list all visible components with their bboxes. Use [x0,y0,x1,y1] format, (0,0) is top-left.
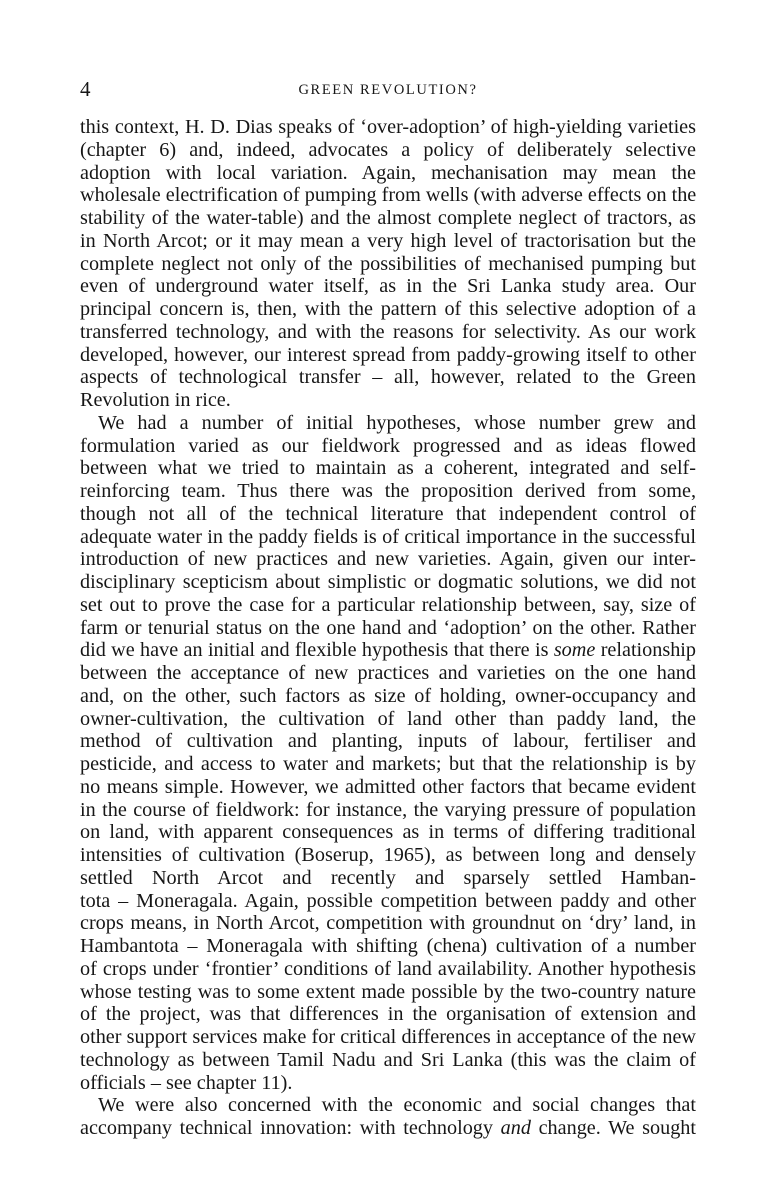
text-line: technology as between Tamil Nadu and Sri Lanka (this was the claim of [80,1048,696,1071]
text-line: developed, however, our interest spread from paddy-growing itself to other [80,343,696,366]
text-line: We were also concerned with the economic and social changes that [98,1094,696,1117]
text-line: even of underground water itself, as in the Sri Lanka study area. Our [80,275,696,298]
emphasis-some: some [553,639,596,662]
text-line: though not all of the technical literature that independent control of [80,502,696,525]
text-line: in the course of fieldwork: for instance, the varying pressure of population [80,798,696,821]
body-text [80,116,696,1140]
text-line: no means simple. However, we admitted other factors that became evident [80,775,696,798]
text-line: method of cultivation and planting, inputs of labour, fertiliser and [80,730,696,753]
text-fragment: relationship [595,639,696,662]
text-line: principal concern is, then, with the pattern of this selective adoption of a [80,298,696,320]
text-line: complete neglect not only of the possibilities of mechanised pumping but [80,252,696,275]
text-line: Hambantota – Moneragala with shifting (chena) cultivation of a number [80,935,696,957]
text-line: whose testing was to some extent made possible by the two-country nature [80,980,696,1003]
text-line: owner-cultivation, the cultivation of land other than paddy land, the [80,707,696,730]
text-line: adequate water in the paddy fields is of critical importance in the successful [80,525,696,548]
text-line: farm or tenurial status on the one hand and ‘adoption’ on the other. Rather [80,616,696,639]
text-line: of crops under ‘frontier’ conditions of land availability. Another hypothesis [80,957,696,980]
text-line: and, on the other, such factors as size of holding, owner-occupancy and [80,684,696,707]
text-line: disciplinary scepticism about simplistic or dogmatic solutions, we did not [80,571,696,593]
text-line: other support services make for critical differences in acceptance of the new [80,1026,696,1048]
text-line: stability of the water-table) and the almost complete neglect of tractors, as [80,207,696,229]
text-line: introduction of new practices and new varieties. Again, given our inter- [80,548,696,571]
text-line: aspects of technological transfer – all, however, related to the Green [80,366,696,389]
text-line: tota – Moneragala. Again, possible competition between paddy and other [80,889,696,912]
text-line: settled North Arcot and recently and sparsely settled Hamban- [80,866,696,889]
text-line: of the project, was that differences in the organisation of extension and [80,1003,696,1026]
text-line: officials – see chapter 11). [80,1071,293,1094]
text-line: set out to prove the case for a particular relationship between, say, size of [80,593,696,616]
text-line-with-emphasis [80,1117,696,1140]
text-line: Revolution in rice. [80,389,231,411]
text-line: pesticide, and access to water and markets; but that the relationship is by [80,753,696,775]
text-line: wholesale electrification of pumping from wells (with adverse effects on the [80,184,697,207]
text-line: We had a number of initial hypotheses, whose number grew and [98,411,696,434]
text-line: intensities of cultivation (Boserup, 1965), as between long and densely [80,844,696,866]
text-fragment: accompany technical innovation: with technology [80,1117,501,1139]
page-header [80,76,696,102]
page-number: 4 [80,77,91,101]
text-line: crops means, in North Arcot, competition with groundnut on ‘dry’ land, in [80,912,696,935]
text-line: (chapter 6) and, indeed, advocates a policy of deliberately selective [80,138,696,161]
text-line: on land, with apparent consequences as in terms of differing traditional [80,821,696,844]
text-line: between what we tried to maintain as a coherent, integrated and self- [80,457,696,480]
emphasis-and: and [500,1117,531,1139]
text-line-with-emphasis [80,639,696,662]
text-line: transferred technology, and with the reasons for selectivity. As our work [80,320,696,343]
text-line: reinforcing team. Thus there was the proposition derived from some, [80,480,696,502]
running-head: GREEN REVOLUTION? [298,82,478,98]
text-line: between the acceptance of new practices and varieties on the one hand [80,662,696,684]
text-fragment: change. We sought [530,1117,696,1139]
text-fragment: did we have an initial and flexible hypothesis that there is [80,639,554,662]
text-line: in North Arcot; or it may mean a very high level of tractorisation but the [80,229,696,252]
text-line: this context, H. D. Dias speaks of ‘over-adoption’ of high-yielding varieties [80,116,696,138]
text-line: formulation varied as our fieldwork progressed and as ideas flowed [80,434,696,457]
text-line: adoption with local variation. Again, mechanisation may mean the [80,161,696,184]
